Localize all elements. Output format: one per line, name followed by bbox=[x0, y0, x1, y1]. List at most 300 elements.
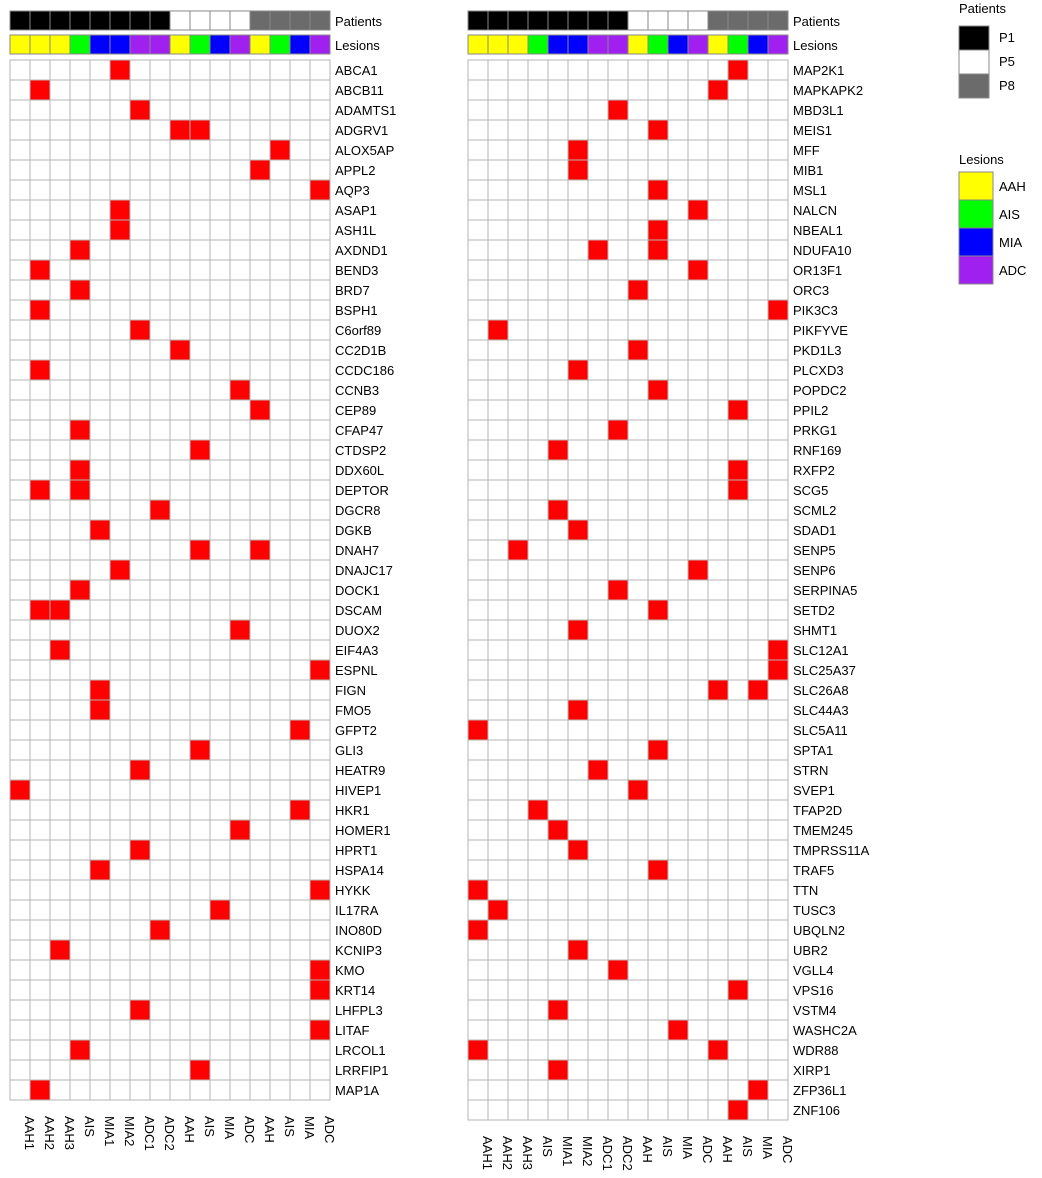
empty-cell bbox=[588, 780, 608, 800]
empty-cell bbox=[648, 440, 668, 460]
empty-cell bbox=[508, 640, 528, 660]
empty-cell bbox=[250, 120, 270, 140]
empty-cell bbox=[668, 560, 688, 580]
empty-cell bbox=[528, 700, 548, 720]
lesions-legend-label: AAH bbox=[999, 179, 1026, 194]
empty-cell bbox=[30, 1040, 50, 1060]
empty-cell bbox=[568, 200, 588, 220]
empty-cell bbox=[568, 660, 588, 680]
empty-cell bbox=[648, 1000, 668, 1020]
empty-cell bbox=[468, 540, 488, 560]
column-label: AAH bbox=[182, 1116, 197, 1143]
empty-cell bbox=[508, 700, 528, 720]
empty-cell bbox=[668, 860, 688, 880]
empty-cell bbox=[528, 720, 548, 740]
empty-cell bbox=[668, 540, 688, 560]
empty-cell bbox=[110, 600, 130, 620]
empty-cell bbox=[110, 140, 130, 160]
empty-cell bbox=[150, 360, 170, 380]
empty-cell bbox=[728, 780, 748, 800]
empty-cell bbox=[748, 900, 768, 920]
empty-cell bbox=[468, 680, 488, 700]
mutation-cell bbox=[70, 480, 90, 500]
empty-cell bbox=[668, 220, 688, 240]
empty-cell bbox=[150, 300, 170, 320]
empty-cell bbox=[250, 280, 270, 300]
empty-cell bbox=[728, 800, 748, 820]
mutation-cell bbox=[708, 80, 728, 100]
mutation-cell bbox=[310, 980, 330, 1000]
empty-cell bbox=[110, 980, 130, 1000]
empty-cell bbox=[110, 400, 130, 420]
patients-legend-swatch bbox=[959, 74, 989, 98]
empty-cell bbox=[668, 200, 688, 220]
lesions-legend-swatch bbox=[959, 228, 993, 256]
lesion-track-cell bbox=[508, 35, 528, 54]
empty-cell bbox=[688, 780, 708, 800]
mutation-cell bbox=[688, 200, 708, 220]
empty-cell bbox=[748, 840, 768, 860]
empty-cell bbox=[310, 500, 330, 520]
empty-cell bbox=[468, 480, 488, 500]
empty-cell bbox=[30, 580, 50, 600]
empty-cell bbox=[170, 280, 190, 300]
empty-cell bbox=[668, 440, 688, 460]
mutation-cell bbox=[648, 220, 668, 240]
gene-label: SERPINA5 bbox=[793, 583, 858, 598]
empty-cell bbox=[668, 800, 688, 820]
empty-cell bbox=[628, 700, 648, 720]
empty-cell bbox=[90, 900, 110, 920]
empty-cell bbox=[230, 440, 250, 460]
empty-cell bbox=[628, 400, 648, 420]
empty-cell bbox=[648, 280, 668, 300]
empty-cell bbox=[528, 600, 548, 620]
empty-cell bbox=[688, 920, 708, 940]
patients-legend-title: Patients bbox=[959, 1, 1006, 16]
empty-cell bbox=[568, 560, 588, 580]
empty-cell bbox=[648, 660, 668, 680]
empty-cell bbox=[608, 460, 628, 480]
empty-cell bbox=[608, 240, 628, 260]
empty-cell bbox=[468, 200, 488, 220]
mutation-cell bbox=[688, 260, 708, 280]
empty-cell bbox=[130, 140, 150, 160]
empty-cell bbox=[488, 880, 508, 900]
column-label: MIA1 bbox=[102, 1116, 117, 1147]
empty-cell bbox=[768, 700, 788, 720]
empty-cell bbox=[30, 960, 50, 980]
empty-cell bbox=[150, 1060, 170, 1080]
empty-cell bbox=[528, 740, 548, 760]
empty-cell bbox=[310, 920, 330, 940]
empty-cell bbox=[568, 80, 588, 100]
empty-cell bbox=[290, 340, 310, 360]
empty-cell bbox=[110, 240, 130, 260]
column-label: MIA2 bbox=[122, 1116, 137, 1147]
empty-cell bbox=[170, 140, 190, 160]
empty-cell bbox=[768, 900, 788, 920]
empty-cell bbox=[170, 700, 190, 720]
empty-cell bbox=[508, 760, 528, 780]
empty-cell bbox=[488, 100, 508, 120]
empty-cell bbox=[628, 180, 648, 200]
empty-cell bbox=[708, 120, 728, 140]
gene-label: UBR2 bbox=[793, 943, 828, 958]
empty-cell bbox=[688, 160, 708, 180]
gene-label: DSCAM bbox=[335, 603, 382, 618]
empty-cell bbox=[728, 100, 748, 120]
empty-cell bbox=[468, 460, 488, 480]
empty-cell bbox=[548, 560, 568, 580]
empty-cell bbox=[170, 560, 190, 580]
empty-cell bbox=[10, 540, 30, 560]
empty-cell bbox=[110, 500, 130, 520]
empty-cell bbox=[250, 520, 270, 540]
empty-cell bbox=[10, 980, 30, 1000]
empty-cell bbox=[10, 300, 30, 320]
empty-cell bbox=[548, 380, 568, 400]
empty-cell bbox=[748, 800, 768, 820]
mutation-cell bbox=[10, 780, 30, 800]
gene-label: AXDND1 bbox=[335, 243, 388, 258]
empty-cell bbox=[728, 740, 748, 760]
empty-cell bbox=[748, 80, 768, 100]
empty-cell bbox=[548, 140, 568, 160]
empty-cell bbox=[568, 420, 588, 440]
empty-cell bbox=[290, 100, 310, 120]
gene-label: MBD3L1 bbox=[793, 103, 844, 118]
gene-label: TUSC3 bbox=[793, 903, 836, 918]
empty-cell bbox=[90, 80, 110, 100]
empty-cell bbox=[170, 600, 190, 620]
empty-cell bbox=[150, 1020, 170, 1040]
gene-label: OR13F1 bbox=[793, 263, 843, 278]
empty-cell bbox=[210, 140, 230, 160]
empty-cell bbox=[50, 60, 70, 80]
mutation-cell bbox=[50, 940, 70, 960]
empty-cell bbox=[90, 1040, 110, 1060]
empty-cell bbox=[608, 800, 628, 820]
empty-cell bbox=[70, 900, 90, 920]
empty-cell bbox=[150, 240, 170, 260]
mutation-cell bbox=[548, 1060, 568, 1080]
empty-cell bbox=[270, 440, 290, 460]
patient-track-cell bbox=[290, 11, 310, 30]
empty-cell bbox=[270, 960, 290, 980]
mutation-cell bbox=[728, 980, 748, 1000]
empty-cell bbox=[70, 720, 90, 740]
empty-cell bbox=[30, 440, 50, 460]
empty-cell bbox=[170, 740, 190, 760]
empty-cell bbox=[588, 200, 608, 220]
empty-cell bbox=[488, 200, 508, 220]
empty-cell bbox=[270, 720, 290, 740]
empty-cell bbox=[628, 900, 648, 920]
empty-cell bbox=[50, 780, 70, 800]
mutation-cell bbox=[250, 540, 270, 560]
empty-cell bbox=[170, 940, 190, 960]
empty-cell bbox=[768, 400, 788, 420]
empty-cell bbox=[488, 500, 508, 520]
mutation-cell bbox=[30, 300, 50, 320]
gene-label: ZFP36L1 bbox=[793, 1083, 847, 1098]
empty-cell bbox=[688, 740, 708, 760]
gene-label: SPTA1 bbox=[793, 743, 834, 758]
empty-cell bbox=[648, 560, 668, 580]
lesion-track-cell bbox=[70, 35, 90, 54]
empty-cell bbox=[290, 660, 310, 680]
empty-cell bbox=[130, 220, 150, 240]
empty-cell bbox=[30, 240, 50, 260]
empty-cell bbox=[10, 960, 30, 980]
empty-cell bbox=[150, 380, 170, 400]
gene-label: C6orf89 bbox=[335, 323, 382, 338]
empty-cell bbox=[290, 1000, 310, 1020]
empty-cell bbox=[310, 640, 330, 660]
empty-cell bbox=[250, 180, 270, 200]
empty-cell bbox=[568, 1040, 588, 1060]
empty-cell bbox=[130, 700, 150, 720]
empty-cell bbox=[250, 420, 270, 440]
empty-cell bbox=[468, 1100, 488, 1120]
empty-cell bbox=[588, 380, 608, 400]
empty-cell bbox=[708, 1080, 728, 1100]
empty-cell bbox=[748, 940, 768, 960]
empty-cell bbox=[310, 1080, 330, 1100]
empty-cell bbox=[10, 900, 30, 920]
empty-cell bbox=[628, 560, 648, 580]
empty-cell bbox=[170, 440, 190, 460]
empty-cell bbox=[768, 960, 788, 980]
empty-cell bbox=[10, 700, 30, 720]
empty-cell bbox=[290, 380, 310, 400]
empty-cell bbox=[210, 1000, 230, 1020]
empty-cell bbox=[130, 160, 150, 180]
empty-cell bbox=[608, 380, 628, 400]
gene-label: LITAF bbox=[335, 1023, 370, 1038]
empty-cell bbox=[90, 760, 110, 780]
empty-cell bbox=[10, 580, 30, 600]
column-label: ADC bbox=[322, 1116, 337, 1144]
column-label: MIA bbox=[302, 1116, 317, 1140]
mutation-cell bbox=[30, 260, 50, 280]
empty-cell bbox=[70, 740, 90, 760]
empty-cell bbox=[748, 960, 768, 980]
empty-cell bbox=[230, 180, 250, 200]
empty-cell bbox=[170, 460, 190, 480]
empty-cell bbox=[708, 140, 728, 160]
mutation-cell bbox=[150, 500, 170, 520]
empty-cell bbox=[90, 840, 110, 860]
empty-cell bbox=[210, 660, 230, 680]
gene-label: GLI3 bbox=[335, 743, 364, 758]
gene-label: SLC12A1 bbox=[793, 643, 849, 658]
empty-cell bbox=[290, 1060, 310, 1080]
empty-cell bbox=[468, 660, 488, 680]
empty-cell bbox=[748, 600, 768, 620]
lesion-track-cell bbox=[90, 35, 110, 54]
gene-label: LHFPL3 bbox=[335, 1003, 383, 1018]
empty-cell bbox=[290, 580, 310, 600]
empty-cell bbox=[130, 60, 150, 80]
empty-cell bbox=[488, 640, 508, 660]
empty-cell bbox=[528, 400, 548, 420]
patient-track-cell bbox=[528, 11, 548, 30]
empty-cell bbox=[30, 100, 50, 120]
empty-cell bbox=[608, 220, 628, 240]
mutation-cell bbox=[728, 480, 748, 500]
empty-cell bbox=[768, 1000, 788, 1020]
empty-cell bbox=[90, 200, 110, 220]
empty-cell bbox=[608, 60, 628, 80]
empty-cell bbox=[748, 500, 768, 520]
empty-cell bbox=[668, 100, 688, 120]
empty-cell bbox=[110, 180, 130, 200]
empty-cell bbox=[548, 840, 568, 860]
empty-cell bbox=[628, 240, 648, 260]
empty-cell bbox=[588, 900, 608, 920]
patient-track-cell bbox=[768, 11, 788, 30]
gene-label: MEIS1 bbox=[793, 123, 833, 138]
empty-cell bbox=[150, 680, 170, 700]
empty-cell bbox=[250, 360, 270, 380]
empty-cell bbox=[190, 720, 210, 740]
empty-cell bbox=[748, 580, 768, 600]
empty-cell bbox=[688, 480, 708, 500]
empty-cell bbox=[150, 820, 170, 840]
gene-label: BRD7 bbox=[335, 283, 370, 298]
empty-cell bbox=[688, 340, 708, 360]
empty-cell bbox=[50, 700, 70, 720]
empty-cell bbox=[210, 800, 230, 820]
empty-cell bbox=[668, 980, 688, 1000]
empty-cell bbox=[588, 980, 608, 1000]
empty-cell bbox=[668, 640, 688, 660]
empty-cell bbox=[310, 320, 330, 340]
empty-cell bbox=[10, 680, 30, 700]
empty-cell bbox=[90, 420, 110, 440]
empty-cell bbox=[748, 700, 768, 720]
empty-cell bbox=[230, 680, 250, 700]
empty-cell bbox=[210, 880, 230, 900]
empty-cell bbox=[50, 140, 70, 160]
empty-cell bbox=[110, 320, 130, 340]
empty-cell bbox=[170, 1060, 190, 1080]
column-label: AAH bbox=[262, 1116, 277, 1143]
column-label: AIS bbox=[660, 1136, 675, 1157]
empty-cell bbox=[748, 1000, 768, 1020]
empty-cell bbox=[90, 880, 110, 900]
empty-cell bbox=[310, 1060, 330, 1080]
empty-cell bbox=[728, 1000, 748, 1020]
empty-cell bbox=[728, 640, 748, 660]
empty-cell bbox=[290, 500, 310, 520]
empty-cell bbox=[468, 820, 488, 840]
empty-cell bbox=[668, 420, 688, 440]
empty-cell bbox=[190, 220, 210, 240]
empty-cell bbox=[50, 120, 70, 140]
empty-cell bbox=[468, 360, 488, 380]
empty-cell bbox=[668, 160, 688, 180]
empty-cell bbox=[70, 180, 90, 200]
empty-cell bbox=[768, 740, 788, 760]
empty-cell bbox=[648, 200, 668, 220]
empty-cell bbox=[688, 660, 708, 680]
empty-cell bbox=[290, 780, 310, 800]
empty-cell bbox=[170, 60, 190, 80]
empty-cell bbox=[488, 600, 508, 620]
empty-cell bbox=[170, 1000, 190, 1020]
empty-cell bbox=[290, 760, 310, 780]
patient-track-cell bbox=[110, 11, 130, 30]
gene-label: WASHC2A bbox=[793, 1023, 857, 1038]
empty-cell bbox=[270, 900, 290, 920]
empty-cell bbox=[668, 1000, 688, 1020]
empty-cell bbox=[130, 900, 150, 920]
empty-cell bbox=[488, 440, 508, 460]
empty-cell bbox=[310, 820, 330, 840]
empty-cell bbox=[568, 880, 588, 900]
empty-cell bbox=[130, 1020, 150, 1040]
empty-cell bbox=[210, 280, 230, 300]
empty-cell bbox=[310, 160, 330, 180]
column-label: ADC2 bbox=[620, 1136, 635, 1171]
empty-cell bbox=[508, 880, 528, 900]
empty-cell bbox=[728, 580, 748, 600]
mutation-cell bbox=[568, 940, 588, 960]
empty-cell bbox=[528, 460, 548, 480]
empty-cell bbox=[210, 480, 230, 500]
empty-cell bbox=[588, 960, 608, 980]
column-label: ADC bbox=[780, 1136, 795, 1164]
lesion-track-cell bbox=[568, 35, 588, 54]
empty-cell bbox=[628, 480, 648, 500]
empty-cell bbox=[110, 1080, 130, 1100]
empty-cell bbox=[270, 120, 290, 140]
empty-cell bbox=[768, 980, 788, 1000]
empty-cell bbox=[110, 840, 130, 860]
empty-cell bbox=[110, 860, 130, 880]
empty-cell bbox=[508, 600, 528, 620]
empty-cell bbox=[50, 460, 70, 480]
empty-cell bbox=[768, 240, 788, 260]
empty-cell bbox=[568, 460, 588, 480]
empty-cell bbox=[70, 640, 90, 660]
empty-cell bbox=[170, 540, 190, 560]
gene-label: SLC26A8 bbox=[793, 683, 849, 698]
empty-cell bbox=[70, 780, 90, 800]
empty-cell bbox=[528, 1100, 548, 1120]
empty-cell bbox=[748, 460, 768, 480]
empty-cell bbox=[588, 400, 608, 420]
empty-cell bbox=[488, 1080, 508, 1100]
empty-cell bbox=[488, 180, 508, 200]
empty-cell bbox=[90, 480, 110, 500]
mutation-cell bbox=[150, 920, 170, 940]
empty-cell bbox=[768, 820, 788, 840]
patient-track-cell bbox=[50, 11, 70, 30]
empty-cell bbox=[230, 780, 250, 800]
empty-cell bbox=[648, 520, 668, 540]
empty-cell bbox=[748, 640, 768, 660]
empty-cell bbox=[688, 720, 708, 740]
mutation-cell bbox=[230, 620, 250, 640]
empty-cell bbox=[250, 600, 270, 620]
empty-cell bbox=[608, 860, 628, 880]
empty-cell bbox=[250, 580, 270, 600]
empty-cell bbox=[728, 1040, 748, 1060]
